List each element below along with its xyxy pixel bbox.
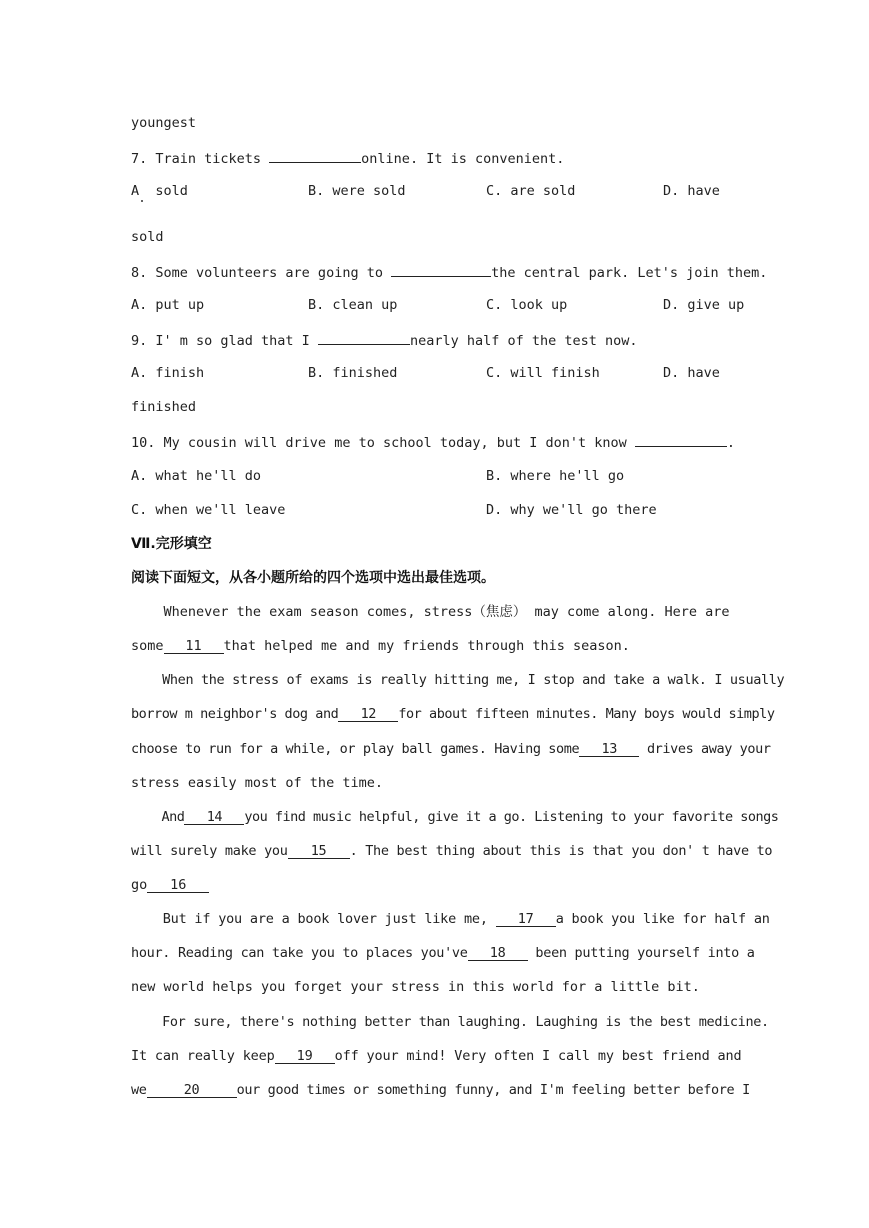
passage-text: a book you like for half an — [555, 911, 770, 927]
passage-text: choose to run for a while, or play ball games. Having some — [131, 741, 580, 757]
question-8 — [131, 262, 767, 282]
section-instruction: 阅读下面短文，从各小题所给的四个选项中选出最佳选项。 — [131, 570, 495, 586]
q9-option-d-wrap: finished — [131, 399, 197, 415]
q8-stem-after: the central park. Let's join them. — [491, 265, 768, 281]
q10-option-b: B. where he'll go — [486, 468, 625, 484]
passage-text: been putting yourself into a — [527, 945, 755, 961]
blank-18: 18 — [468, 946, 528, 961]
passage-line — [131, 1047, 742, 1065]
q8-option-c: C. look up — [486, 297, 568, 313]
q7-option-b: B. were sold — [308, 183, 406, 199]
passage-text: And — [131, 809, 185, 825]
passage-line — [131, 842, 773, 860]
blank-14: 14 — [184, 810, 244, 825]
passage-text: go — [131, 877, 148, 893]
q9-option-c: C. will finish — [486, 365, 600, 381]
carryover-text: youngest — [131, 115, 197, 131]
q7-stem-before: 7. Train tickets — [131, 151, 270, 167]
q8-option-b: B. clean up — [308, 297, 398, 313]
blank-17: 17 — [496, 912, 556, 927]
blank-20: 20 — [147, 1083, 237, 1098]
passage-line — [131, 944, 755, 962]
passage-text: we — [131, 1082, 147, 1098]
stray-dot — [141, 200, 143, 202]
q10-blank — [635, 432, 727, 447]
passage-text: off your mind! Very often I call my best friend and — [334, 1048, 742, 1064]
passage-line: Whenever the exam season comes, stress（焦虑） may come along. Here are — [131, 604, 730, 620]
question-9 — [131, 330, 638, 350]
q7-blank — [269, 148, 361, 163]
q9-option-a: A. finish — [131, 365, 205, 381]
passage-line — [131, 1081, 750, 1099]
q8-option-d: D. give up — [663, 297, 745, 313]
passage-text: that helped me and my friends through this season. — [223, 638, 630, 654]
passage-line — [131, 910, 770, 928]
q10-option-c: C. when we'll leave — [131, 502, 286, 518]
q10-option-d: D. why we'll go there — [486, 502, 657, 518]
passage-text: some — [131, 638, 164, 654]
blank-11: 11 — [164, 639, 224, 654]
q10-stem-before: 10. My cousin will drive me to school today, but I don't know — [131, 435, 635, 451]
q10-stem-after: . — [726, 435, 736, 451]
q8-option-a: A. put up — [131, 297, 205, 313]
q9-option-b: B. finished — [308, 365, 398, 381]
passage-line: For sure, there's nothing better than laughing. Laughing is the best medicine. — [131, 1014, 769, 1030]
passage-text: for about fifteen minutes. Many boys would simply — [398, 706, 775, 722]
blank-13: 13 — [579, 742, 639, 757]
passage-text: you find music helpful, give it a go. Listening to your favorite songs — [244, 809, 779, 825]
passage-line: new world helps you forget your stress in this world for a little bit. — [131, 979, 700, 995]
passage-text: will surely make you — [131, 843, 288, 859]
passage-text: It can really keep — [131, 1048, 275, 1064]
passage-text: . The best thing about this is that you don' t have to — [349, 843, 773, 859]
q9-option-d: D. have — [663, 365, 720, 381]
passage-line — [131, 876, 737, 894]
q9-stem-before: 9. I' m so glad that I — [131, 333, 318, 349]
passage-line: stress easily most of the time. — [131, 775, 383, 791]
passage-line: When the stress of exams is really hitting me, I stop and take a walk. I usually — [131, 672, 785, 688]
passage-text: But if you are a book lover just like me, — [131, 911, 496, 927]
passage-text: hour. Reading can take you to places you've — [131, 945, 468, 961]
q8-blank — [391, 262, 491, 277]
passage-line — [131, 740, 771, 758]
q9-blank — [318, 330, 410, 345]
passage-line — [131, 637, 737, 655]
q10-option-a: A. what he'll do — [131, 468, 262, 484]
passage-line — [131, 705, 775, 723]
question-10 — [131, 432, 735, 452]
blank-19: 19 — [275, 1049, 335, 1064]
passage-line — [131, 808, 779, 826]
q7-option-d-wrap: sold — [131, 229, 164, 245]
q7-option-a: A sold — [131, 183, 188, 199]
section-title: Ⅶ.完形填空 — [131, 536, 212, 552]
question-7 — [131, 148, 564, 168]
blank-12: 12 — [338, 707, 398, 722]
q7-stem-after: online. It is convenient. — [361, 151, 565, 167]
q7-option-c: C. are sold — [486, 183, 576, 199]
blank-15: 15 — [288, 844, 350, 859]
passage-text: borrow m neighbor's dog and — [131, 706, 339, 722]
passage-text: drives away your — [639, 741, 771, 757]
blank-16: 16 — [147, 878, 209, 893]
passage-text: our good times or something funny, and I'm feeling better before I — [236, 1082, 750, 1098]
q7-option-d: D. have — [663, 183, 720, 199]
q9-stem-after: nearly half of the test now. — [409, 333, 638, 349]
q8-stem-before: 8. Some volunteers are going to — [131, 265, 392, 281]
